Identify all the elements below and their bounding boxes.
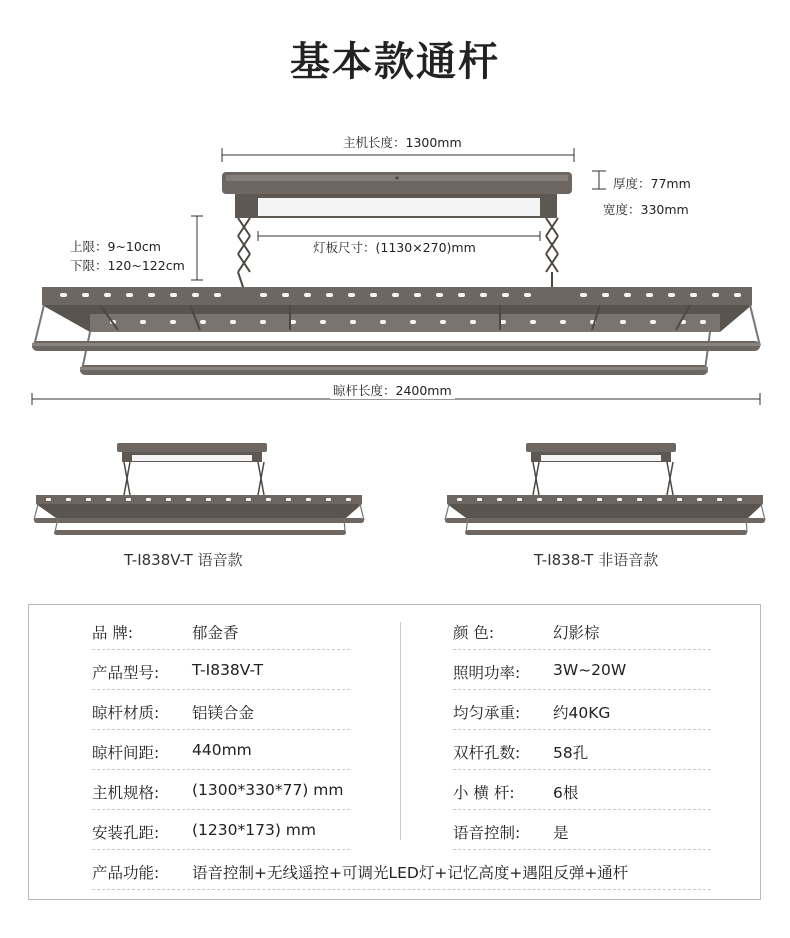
spec-value: T-I838V-T — [192, 661, 264, 679]
spec-row-load — [453, 690, 711, 730]
variant-voice-illustration — [34, 443, 364, 535]
spec-value: 约40KG — [553, 704, 611, 722]
spec-key: 照明功率: — [453, 664, 521, 682]
spec-value: 幻影棕 — [553, 624, 600, 642]
width-label: 宽度：330mm — [603, 202, 689, 217]
spec-row-host-size — [92, 770, 350, 810]
spec-row-brand — [92, 610, 350, 650]
thickness-label: 厚度：77mm — [613, 176, 691, 191]
spec-row-functions — [92, 850, 711, 890]
spec-row-holes — [453, 730, 711, 770]
spec-key: 主机规格: — [92, 784, 160, 802]
drying-rack-frame — [32, 287, 760, 375]
spec-row-model — [92, 650, 350, 690]
spec-row-material — [92, 690, 350, 730]
spec-value: 铝镁合金 — [192, 704, 255, 722]
spec-table-divider — [400, 622, 401, 840]
spec-key: 双杆孔数: — [453, 744, 521, 762]
spec-value: 58孔 — [553, 744, 589, 762]
spec-key: 语音控制: — [453, 824, 521, 842]
host-unit — [222, 172, 572, 218]
spec-key: 均匀承重: — [453, 704, 521, 722]
variant-voice-label: T-I838V-T 语音款 — [124, 551, 243, 569]
thickness-dimension — [592, 171, 606, 189]
lower-limit-label: 下限：120~122cm — [70, 258, 185, 273]
upper-limit-label: 上限：9~10cm — [70, 239, 161, 254]
scissor-arm-left — [238, 218, 250, 290]
spec-row-lighting — [453, 650, 711, 690]
light-panel-label: 灯板尺寸：(1130×270)mm — [310, 238, 479, 256]
spec-value: (1300*330*77) mm — [192, 781, 344, 799]
page-title: 基本款通杆 — [290, 39, 500, 85]
spec-row-crossbars — [453, 770, 711, 810]
spec-value: 是 — [553, 824, 569, 842]
spec-key: 产品功能: — [92, 864, 160, 882]
rod-length-label: 晾杆长度：2400mm — [330, 381, 455, 399]
spec-row-voice — [453, 810, 711, 850]
variant-nonvoice-label: T-I838-T 非语音款 — [534, 551, 659, 569]
scissor-arm-right — [546, 218, 558, 290]
spec-row-color — [453, 610, 711, 650]
host-length-label: 主机长度：1300mm — [340, 133, 465, 151]
spec-key: 小 横 杆: — [453, 784, 515, 802]
spec-key: 安装孔距: — [92, 824, 160, 842]
spec-row-spacing — [92, 730, 350, 770]
spec-key: 晾杆材质: — [92, 704, 160, 722]
spec-key: 晾杆间距: — [92, 744, 160, 762]
spec-value: 语音控制+无线遥控+可调光LED灯+记忆高度+遇阻反弹+通杆 — [192, 864, 629, 882]
spec-key: 颜 色: — [453, 624, 495, 642]
spec-row-mount-holes — [92, 810, 350, 850]
spec-key: 品 牌: — [92, 624, 134, 642]
spec-value: 郁金香 — [192, 624, 239, 642]
spec-value: 6根 — [553, 784, 579, 802]
variant-nonvoice-illustration — [445, 443, 765, 535]
height-limit-dimension — [191, 216, 203, 280]
spec-value: 440mm — [192, 741, 252, 759]
spec-value: 3W~20W — [553, 661, 627, 679]
spec-key: 产品型号: — [92, 664, 160, 682]
spec-value: (1230*173) mm — [192, 821, 316, 839]
